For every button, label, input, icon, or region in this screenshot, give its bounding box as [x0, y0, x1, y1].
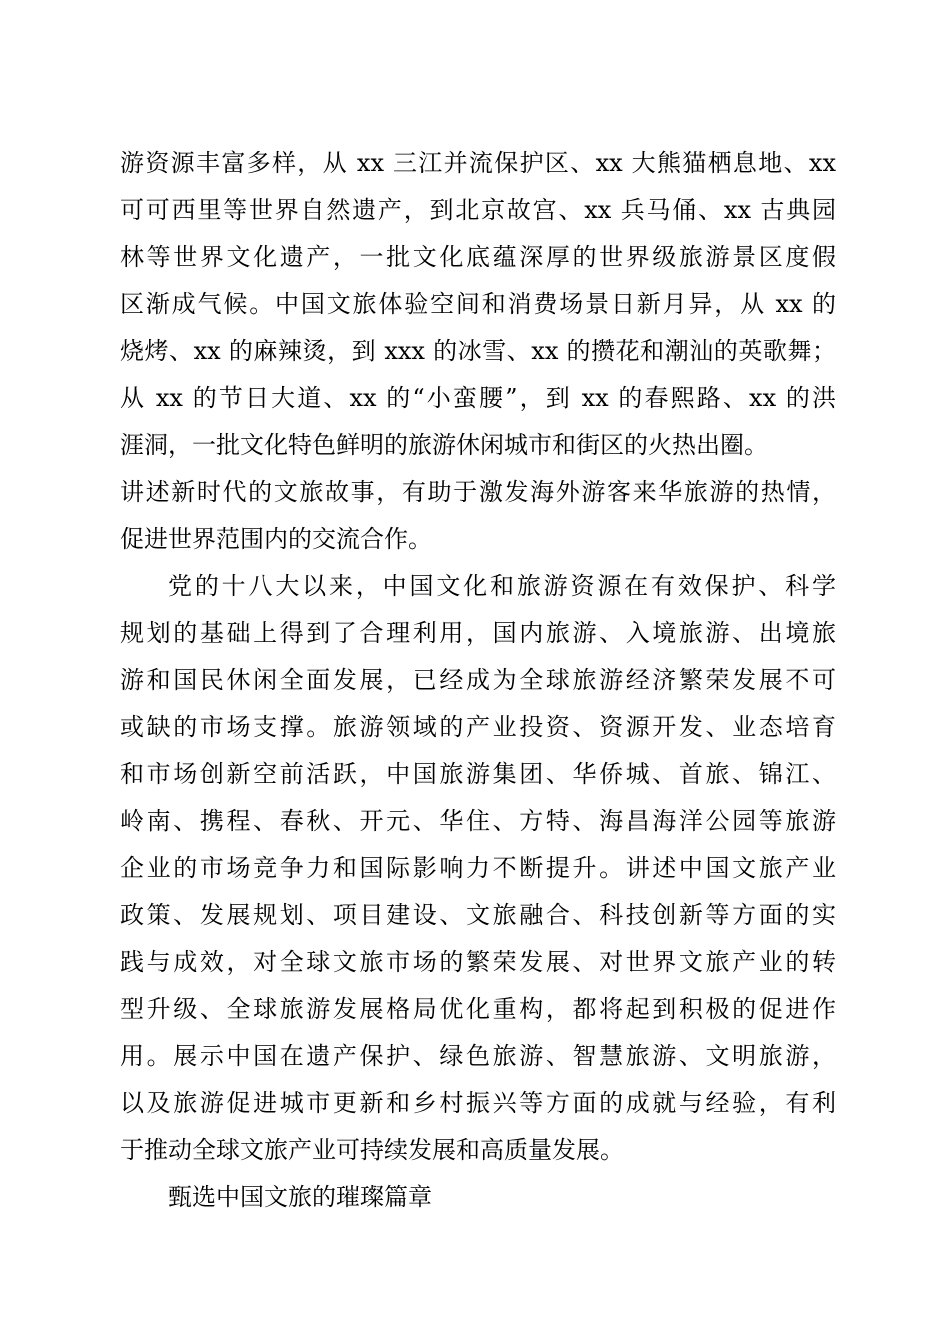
paragraph-2-line-6: 岭南、携程、春秋、开元、华住、方特、海昌海洋公园等旅游 [120, 807, 836, 835]
paragraph-2-line-7: 企业的市场竞争力和国际影响力不断提升。讲述中国文旅产业 [120, 854, 836, 882]
paragraph-2-line-10: 型升级、全球旅游发展格局优化重构，都将起到积极的促进作 [120, 995, 836, 1023]
paragraph-1-line-3: 林等世界文化遗产，一批文化底蕴深厚的世界级旅游景区度假 [120, 243, 836, 271]
paragraph-1-line-9: 促进世界范围内的交流合作。 [120, 525, 432, 553]
paragraph-2-line-9: 践与成效，对全球文旅市场的繁荣发展、对世界文旅产业的转 [120, 948, 836, 976]
paragraph-2-line-3: 游和国民休闲全面发展，已经成为全球旅游经济繁荣发展不可 [120, 666, 836, 694]
paragraph-1-line-1: 游资源丰富多样，从 xx 三江并流保护区、xx 大熊猫栖息地、xx [120, 149, 836, 177]
paragraph-1-line-5: 烧烤、xx 的麻辣烫，到 xxx 的冰雪、xx 的攒花和潮汕的英歌舞； [120, 337, 836, 365]
paragraph-1-line-7: 涯洞，一批文化特色鲜明的旅游休闲城市和街区的火热出圈。 [120, 431, 768, 459]
paragraph-2-line-1: 党的十八大以来，中国文化和旅游资源在有效保护、科学 [168, 572, 836, 600]
paragraph-2-line-11: 用。展示中国在遗产保护、绿色旅游、智慧旅游、文明旅游， [120, 1042, 836, 1070]
paragraph-2-line-13: 于推动全球文旅产业可持续发展和高质量发展。 [120, 1136, 624, 1164]
paragraph-2-line-12: 以及旅游促进城市更新和乡村振兴等方面的成就与经验，有利 [120, 1089, 836, 1117]
paragraph-2-line-5: 和市场创新空前活跃，中国旅游集团、华侨城、首旅、锦江、 [120, 760, 836, 788]
paragraph-1-line-2: 可可西里等世界自然遗产，到北京故宫、xx 兵马俑、xx 古典园 [120, 196, 836, 224]
paragraph-2-line-4: 或缺的市场支撑。旅游领域的产业投资、资源开发、业态培育 [120, 713, 836, 741]
paragraph-1-line-4: 区渐成气候。中国文旅体验空间和消费场景日新月异，从 xx 的 [120, 290, 836, 318]
paragraph-2-line-8: 政策、发展规划、项目建设、文旅融合、科技创新等方面的实 [120, 901, 836, 929]
paragraph-1-line-8: 讲述新时代的文旅故事，有助于激发海外游客来华旅游的热情， [120, 478, 836, 506]
paragraph-1-line-6: 从 xx 的节日大道、xx 的“小蛮腰”，到 xx 的春熙路、xx 的洪 [120, 384, 836, 412]
section-heading: 甄选中国文旅的璀璨篇章 [168, 1183, 432, 1211]
paragraph-2-line-2: 规划的基础上得到了合理利用，国内旅游、入境旅游、出境旅 [120, 619, 836, 647]
